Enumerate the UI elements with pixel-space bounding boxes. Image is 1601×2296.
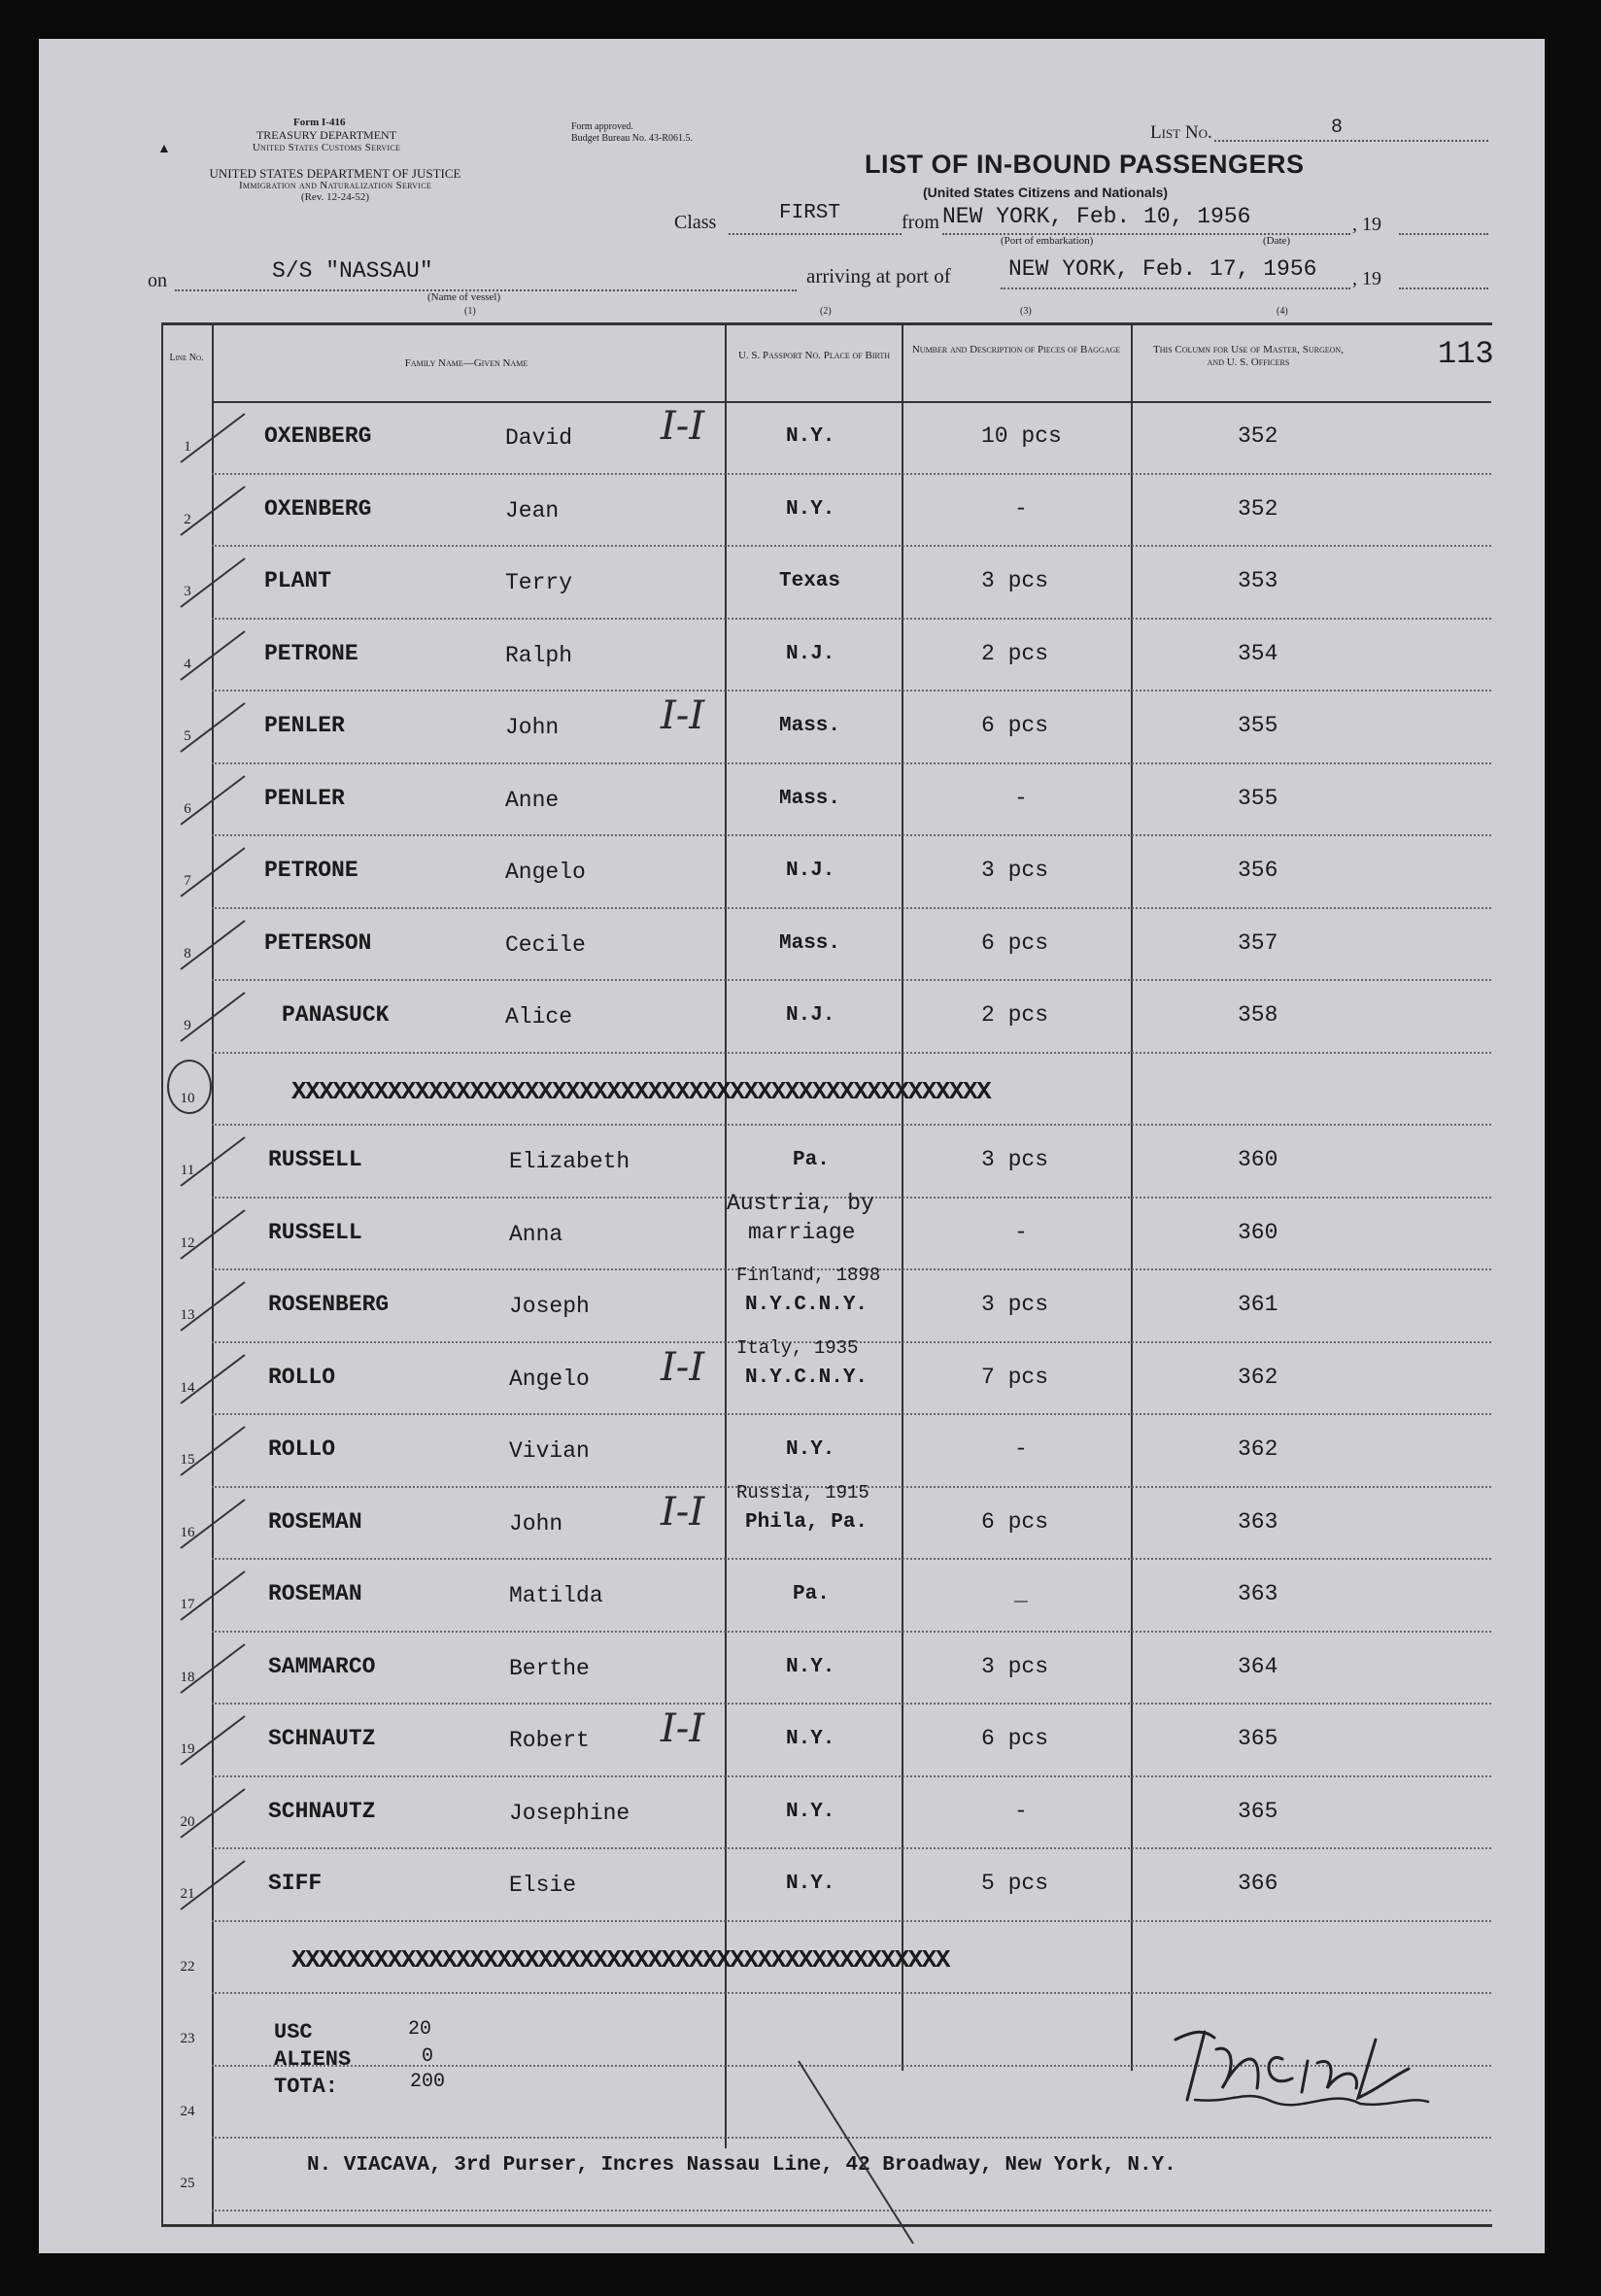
birth-place: Mass. xyxy=(779,931,841,955)
row-divider xyxy=(212,545,1491,547)
pencil-check-mark xyxy=(177,1204,255,1263)
handwritten-mark: I-I xyxy=(661,1706,705,1751)
row-divider xyxy=(212,1703,1491,1705)
line-number: 23 xyxy=(180,2031,195,2046)
birth-place: Mass. xyxy=(779,715,841,737)
date-label: (Date) xyxy=(1263,235,1291,247)
vessel-value: S/S "NASSAU" xyxy=(272,258,433,284)
form-subtitle: (United States Citizens and Nationals) xyxy=(923,185,1169,200)
handwritten-mark: I-I xyxy=(661,404,705,449)
pencil-check-mark xyxy=(177,770,255,828)
baggage: - xyxy=(1014,1219,1028,1245)
row-divider xyxy=(212,1124,1491,1126)
officer-number: 363 xyxy=(1238,1508,1278,1535)
officer-number: 363 xyxy=(1238,1581,1278,1606)
baggage: 6 pcs xyxy=(981,1726,1049,1751)
pencil-check-mark xyxy=(177,1131,255,1190)
crossed-out-entry: XXXXXXXXXXXXXXXXXXXXXXXXXXXXXXXXXXXXXXXXXXXXXXXX xyxy=(291,1944,949,1975)
row-divider xyxy=(212,762,1491,764)
line-number: 16 xyxy=(180,1524,195,1540)
officer-number: 355 xyxy=(1238,713,1278,738)
officer-number: 361 xyxy=(1238,1292,1278,1317)
baggage: 6 pcs xyxy=(981,929,1049,956)
col-header-passport: U. S. Passport No. Place of Birth xyxy=(737,350,891,361)
birth-place: N.Y. xyxy=(786,1728,835,1750)
pencil-check-mark xyxy=(177,1349,255,1407)
birth-place: N.Y.C.N.Y. xyxy=(745,1366,869,1389)
officer-number: 358 xyxy=(1238,1002,1278,1028)
customs-service: United States Customs Service xyxy=(252,142,401,153)
page-number: 113 xyxy=(1438,336,1494,372)
birth-place: Pa. xyxy=(793,1583,830,1605)
row-divider xyxy=(212,1631,1491,1633)
pencil-check-mark xyxy=(177,1494,255,1552)
given-name: Joseph xyxy=(509,1294,590,1319)
pencil-check-mark xyxy=(177,915,255,973)
birth-place-note: Italy, 1935 xyxy=(736,1336,859,1359)
baggage: - xyxy=(1014,495,1028,522)
given-name: Angelo xyxy=(505,860,586,885)
line-number: 14 xyxy=(180,1379,195,1396)
passenger-manifest-page xyxy=(39,39,1545,2253)
baggage: _ xyxy=(1014,1581,1028,1606)
given-name: Elizabeth xyxy=(509,1149,630,1174)
line-number: 17 xyxy=(180,1597,195,1612)
form-title: LIST OF IN-BOUND PASSENGERS xyxy=(865,150,1305,179)
row-divider xyxy=(212,618,1491,620)
family-name: SIFF xyxy=(268,1871,323,1896)
vessel-label: (Name of vessel) xyxy=(427,291,501,303)
pencil-check-mark xyxy=(177,987,255,1045)
circle-mark xyxy=(167,1060,212,1114)
row-divider xyxy=(212,834,1491,836)
col-header-name: Family Name—Given Name xyxy=(404,357,528,369)
officer-number: 365 xyxy=(1238,1798,1278,1824)
officer-number: 357 xyxy=(1238,929,1278,956)
pencil-check-mark xyxy=(177,1276,255,1334)
baggage: 3 pcs xyxy=(981,1147,1049,1172)
given-name: Angelo xyxy=(509,1366,590,1392)
officer-number: 366 xyxy=(1238,1871,1278,1896)
family-name: SCHNAUTZ xyxy=(268,1798,376,1824)
line-number: 15 xyxy=(180,1452,195,1468)
given-name: Alice xyxy=(505,1004,573,1030)
pencil-check-mark xyxy=(177,1421,255,1479)
given-name: Matilda xyxy=(509,1583,603,1608)
usc-value: 20 xyxy=(408,2018,432,2041)
pencil-check-mark xyxy=(177,408,255,466)
baggage: 10 pcs xyxy=(981,423,1062,449)
birth-place: N.Y. xyxy=(786,1800,835,1823)
officer-number: 365 xyxy=(1238,1726,1278,1751)
officer-number: 352 xyxy=(1238,495,1278,522)
birth-place: N.Y.C.N.Y. xyxy=(745,1294,869,1316)
birth-place: N.Y. xyxy=(786,1873,835,1895)
year-label-1: , 19 xyxy=(1352,214,1381,235)
row-divider xyxy=(212,473,1491,475)
col-num-3: (3) xyxy=(1020,306,1032,317)
list-no-value: 8 xyxy=(1331,117,1344,139)
given-name: Elsie xyxy=(509,1873,577,1898)
total-value: 200 xyxy=(410,2071,446,2093)
baggage: 3 pcs xyxy=(981,1292,1049,1317)
birth-place: N.J. xyxy=(786,642,835,665)
birth-place-note: Finland, 1898 xyxy=(736,1265,881,1286)
officer-number: 360 xyxy=(1238,1219,1278,1245)
birth-place: Austria, by xyxy=(727,1190,874,1216)
handwritten-mark: I-I xyxy=(661,1344,705,1390)
row-divider xyxy=(212,1775,1491,1777)
officer-number: 362 xyxy=(1238,1364,1278,1390)
row-divider xyxy=(212,1920,1491,1922)
col-num-4: (4) xyxy=(1277,306,1288,317)
birth-place: N.J. xyxy=(786,860,835,882)
line-number: 20 xyxy=(180,1813,195,1830)
pencil-check-mark xyxy=(177,553,255,611)
list-no-label: List No. xyxy=(1150,122,1212,143)
birth-place-note: Russia, 1915 xyxy=(736,1481,869,1503)
officer-number: 353 xyxy=(1238,568,1278,593)
row-divider xyxy=(212,1847,1491,1849)
immigration-service: Immigration and Naturalization Service xyxy=(238,180,432,191)
baggage: - xyxy=(1014,785,1028,811)
budget-bureau: Budget Bureau No. 43-R061.5. xyxy=(571,133,693,144)
line-number: 25 xyxy=(180,2176,195,2191)
officer-number: 352 xyxy=(1238,423,1278,449)
pencil-check-mark xyxy=(177,842,255,900)
given-name: David xyxy=(505,425,573,451)
birth-place: Phila, Pa. xyxy=(745,1510,869,1534)
baggage: 2 pcs xyxy=(981,640,1049,666)
pencil-check-mark xyxy=(177,481,255,539)
family-name: PLANT xyxy=(264,568,332,593)
line-number: 12 xyxy=(180,1234,195,1251)
line-number: 6 xyxy=(184,800,191,817)
total-label: TOTA: xyxy=(274,2075,339,2099)
col-header-officers: This Column for Use of Master, Surgeon, and U. S. Officers xyxy=(1153,344,1344,368)
family-name: ROSENBERG xyxy=(268,1292,390,1317)
form-approved: Form approved. xyxy=(571,121,633,132)
line-number: 5 xyxy=(184,728,191,744)
baggage: 7 pcs xyxy=(981,1364,1049,1390)
family-name: PENLER xyxy=(264,713,345,738)
baggage: 5 pcs xyxy=(981,1871,1049,1896)
birth-place: N.Y. xyxy=(786,425,835,448)
baggage: 3 pcs xyxy=(981,858,1049,883)
purser-signature-line: N. VIACAVA, 3rd Purser, Incres Nassau Line, 42 Broadway, New York, N.Y. xyxy=(307,2154,1176,2177)
birth-place: N.Y. xyxy=(786,497,835,521)
given-name: John xyxy=(505,715,560,740)
birth-place: N.J. xyxy=(786,1004,835,1027)
line-number: 13 xyxy=(180,1307,195,1323)
row-divider xyxy=(212,1992,1491,1994)
baggage: - xyxy=(1014,1436,1028,1462)
star-icon: ▲ xyxy=(157,142,171,156)
officer-number: 364 xyxy=(1238,1653,1278,1679)
form-number: Form I-416 xyxy=(293,117,346,128)
given-name: John xyxy=(509,1510,563,1536)
pencil-check-mark xyxy=(177,1855,255,1913)
pencil-check-mark xyxy=(177,1638,255,1697)
justice-department: UNITED STATES DEPARTMENT OF JUSTICE xyxy=(209,166,461,181)
crossed-out-entry: XXXXXXXXXXXXXXXXXXXXXXXXXXXXXXXXXXXXXXXXXXXXXXXXXXX xyxy=(291,1076,991,1106)
line-number: 18 xyxy=(180,1669,195,1685)
birth-place: Mass. xyxy=(779,787,841,810)
pencil-check-mark xyxy=(177,1710,255,1769)
baggage: - xyxy=(1014,1798,1028,1824)
line-number: 3 xyxy=(184,584,191,599)
year-label-2: , 19 xyxy=(1352,268,1381,289)
family-name: PANASUCK xyxy=(282,1002,390,1028)
given-name: Anna xyxy=(509,1221,563,1247)
arriving-value: NEW YORK, Feb. 17, 1956 xyxy=(1008,256,1317,282)
line-number: 10 xyxy=(180,1090,195,1106)
given-name: Robert xyxy=(509,1728,590,1753)
from-value: NEW YORK, Feb. 10, 1956 xyxy=(942,204,1251,229)
officer-signature xyxy=(1137,2010,1467,2117)
row-divider xyxy=(212,1052,1491,1054)
col-header-line: Line No. xyxy=(169,353,204,363)
form-revision: (Rev. 12-24-52) xyxy=(300,191,370,203)
birth-place-line2: marriage xyxy=(748,1219,856,1245)
given-name: Jean xyxy=(505,497,560,523)
aliens-value: 0 xyxy=(422,2045,434,2068)
family-name: PETERSON xyxy=(264,929,372,956)
col-header-baggage: Number and Description of Pieces of Baggage xyxy=(911,344,1121,355)
baggage: 6 pcs xyxy=(981,1508,1049,1535)
line-number: 19 xyxy=(180,1741,195,1757)
birth-place: N.Y. xyxy=(786,1438,835,1461)
given-name: Josephine xyxy=(509,1800,630,1826)
class-label: Class xyxy=(674,212,717,233)
row-divider xyxy=(212,1413,1491,1415)
family-name: OXENBERG xyxy=(264,423,372,449)
given-name: Anne xyxy=(505,787,560,813)
family-name: SAMMARCO xyxy=(268,1653,376,1679)
birth-place: Texas xyxy=(779,570,841,592)
family-name: PETRONE xyxy=(264,858,358,883)
line-number: 8 xyxy=(184,945,191,962)
class-value: FIRST xyxy=(779,202,841,224)
officer-number: 356 xyxy=(1238,858,1278,883)
on-label: on xyxy=(148,270,167,291)
family-name: ROLLO xyxy=(268,1436,336,1462)
family-name: PETRONE xyxy=(264,640,358,666)
pencil-check-mark xyxy=(177,697,255,756)
line-number: 4 xyxy=(184,656,191,672)
handwritten-mark: I-I xyxy=(661,1489,705,1535)
handwritten-mark: I-I xyxy=(661,693,705,738)
family-name: RUSSELL xyxy=(268,1219,362,1245)
row-divider xyxy=(212,979,1491,981)
given-name: Vivian xyxy=(509,1438,590,1464)
col-num-1: (1) xyxy=(464,306,476,317)
baggage: 2 pcs xyxy=(981,1002,1049,1028)
family-name: ROLLO xyxy=(268,1364,336,1390)
family-name: OXENBERG xyxy=(264,495,372,522)
officer-number: 354 xyxy=(1238,640,1278,666)
baggage: 3 pcs xyxy=(981,1653,1049,1679)
family-name: PENLER xyxy=(264,785,345,811)
line-number: 9 xyxy=(184,1018,191,1033)
pencil-check-mark xyxy=(177,1566,255,1624)
row-divider xyxy=(212,907,1491,909)
officer-number: 355 xyxy=(1238,785,1278,811)
pencil-check-mark xyxy=(177,1783,255,1841)
line-number: 1 xyxy=(184,439,191,455)
given-name: Ralph xyxy=(505,642,573,668)
from-label: from xyxy=(902,212,939,233)
family-name: ROSEMAN xyxy=(268,1508,362,1535)
birth-place: Pa. xyxy=(793,1149,830,1171)
arriving-label: arriving at port of xyxy=(806,264,951,287)
pencil-check-mark xyxy=(177,625,255,684)
family-name: SCHNAUTZ xyxy=(268,1726,376,1751)
given-name: Berthe xyxy=(509,1655,590,1681)
family-name: ROSEMAN xyxy=(268,1581,362,1606)
family-name: RUSSELL xyxy=(268,1147,362,1172)
officer-number: 362 xyxy=(1238,1436,1278,1462)
line-number: 21 xyxy=(180,1886,195,1902)
line-number: 22 xyxy=(180,1958,195,1975)
baggage: 3 pcs xyxy=(981,568,1049,593)
row-divider xyxy=(212,690,1491,692)
pencil-stroke xyxy=(797,2059,933,2253)
line-number: 2 xyxy=(184,511,191,527)
baggage: 6 pcs xyxy=(981,713,1049,738)
line-number: 7 xyxy=(184,873,191,889)
treasury-department: TREASURY DEPARTMENT xyxy=(255,128,397,142)
given-name: Terry xyxy=(505,570,573,595)
given-name: Cecile xyxy=(505,931,586,958)
birth-place: N.Y. xyxy=(786,1655,835,1678)
line-number: 24 xyxy=(180,2103,195,2119)
aliens-label: ALIENS xyxy=(274,2047,352,2072)
row-divider xyxy=(212,1558,1491,1560)
usc-label: USC xyxy=(274,2020,313,2044)
port-embarkation-label: (Port of embarkation) xyxy=(1001,235,1094,247)
officer-number: 360 xyxy=(1238,1147,1278,1172)
col-num-2: (2) xyxy=(820,306,832,317)
line-number: 11 xyxy=(180,1163,195,1178)
